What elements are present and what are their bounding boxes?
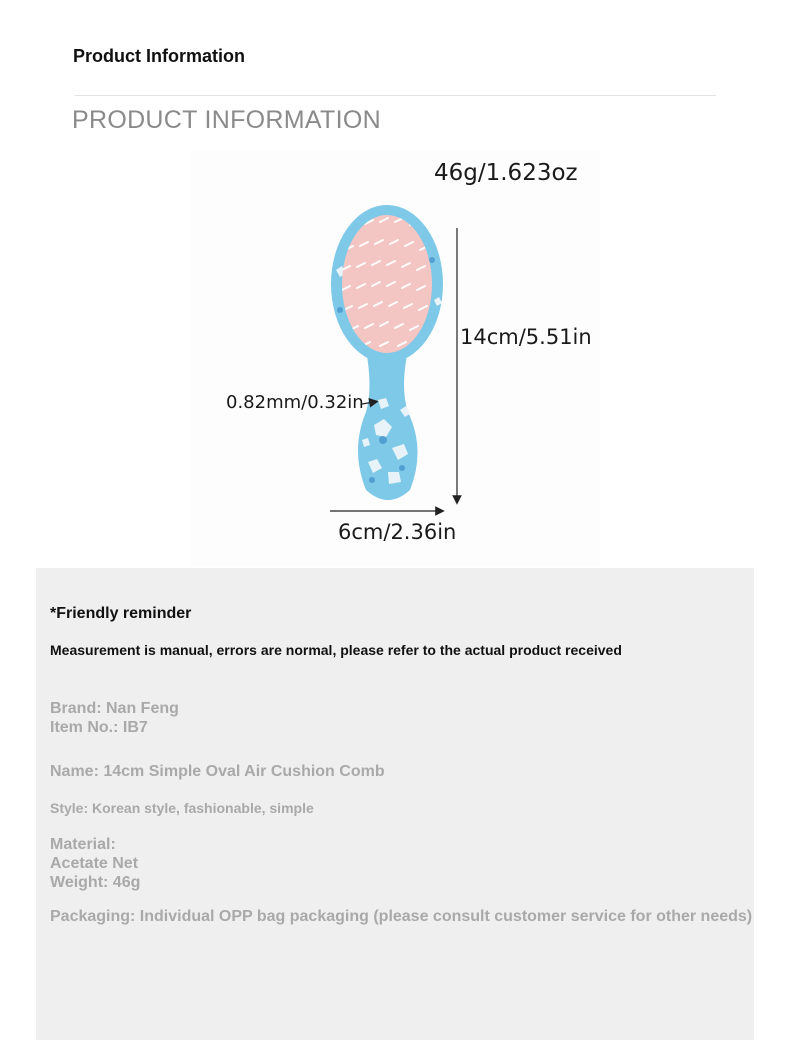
spec-material-value: Acetate Net xyxy=(50,855,139,872)
spec-weight: Weight: 46g xyxy=(50,874,141,891)
weight-label: 46g/1.623oz xyxy=(434,160,578,186)
info-panel xyxy=(36,568,754,1040)
spec-style: Style: Korean style, fashionable, simple xyxy=(50,800,314,816)
divider xyxy=(75,95,716,96)
spec-material-label: Material: xyxy=(50,836,116,853)
section-title: Product Information xyxy=(73,46,245,66)
comb-body xyxy=(331,205,443,500)
spec-name: Name: 14cm Simple Oval Air Cushion Comb xyxy=(50,763,385,780)
product-dimension-diagram xyxy=(190,150,600,566)
reminder-text: Measurement is manual, errors are normal, please refer to the actual product received xyxy=(50,642,622,658)
handle-width-label: 0.82mm/0.32in xyxy=(226,392,364,413)
spec-packaging: Packaging: Individual OPP bag packaging (please consult customer service for other needs) xyxy=(50,908,753,925)
width-label: 6cm/2.36in xyxy=(338,520,457,544)
comb-illustration xyxy=(190,150,600,566)
height-label: 14cm/5.51in xyxy=(460,325,592,349)
spec-item-no: Item No.: IB7 xyxy=(50,719,148,736)
spec-brand: Brand: Nan Feng xyxy=(50,700,179,717)
product-information-heading: PRODUCT INFORMATION xyxy=(72,106,381,134)
reminder-title: *Friendly reminder xyxy=(50,605,192,622)
